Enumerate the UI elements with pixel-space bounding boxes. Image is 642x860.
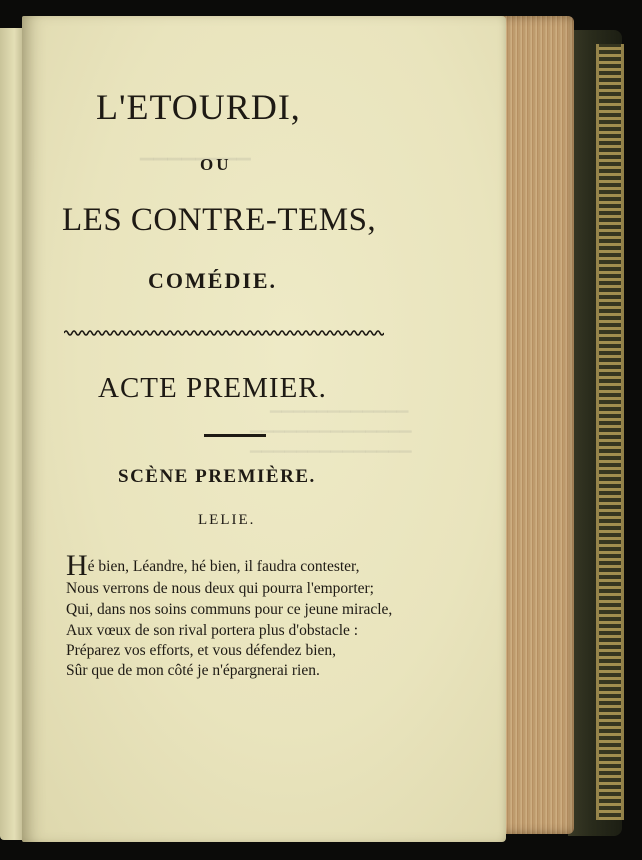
show-through-texture: ▁▁▁▁▁▁▁▁▁▁▁▁ bbox=[270, 397, 409, 413]
gilt-border bbox=[596, 44, 624, 820]
verse-line: Nous verrons de nous deux qui pourra l'emporter; bbox=[66, 580, 374, 597]
verse-line: Préparez vos efforts, et vous défendez bien, bbox=[66, 642, 337, 659]
title-connector: OU bbox=[200, 155, 232, 174]
show-through-texture: ▁▁▁▁▁▁▁▁ bbox=[140, 140, 251, 160]
play-subtitle: LES CONTRE-TEMS, bbox=[62, 202, 377, 238]
act-underline bbox=[204, 434, 266, 437]
play-title: L'ETOURDI, bbox=[96, 87, 301, 127]
play-genre: COMÉDIE. bbox=[148, 268, 278, 293]
scene-heading: SCÈNE PREMIÈRE. bbox=[118, 466, 316, 487]
verse-line: Qui, dans nos soins communs pour ce jeune miracle, bbox=[66, 601, 393, 618]
verse-line: Aux vœux de son rival portera plus d'obstacle : bbox=[66, 622, 359, 639]
verse-line: Sûr que de mon côté je n'épargnerai rien. bbox=[66, 662, 320, 679]
verse-line bbox=[66, 549, 426, 582]
ornamental-wavy-rule bbox=[64, 326, 384, 340]
show-through-texture: ▁▁▁▁▁▁▁▁▁▁▁▁▁▁ bbox=[250, 417, 412, 433]
page-fore-edge bbox=[494, 16, 574, 834]
drop-cap-letter: H bbox=[66, 549, 88, 582]
verse-text: é bien, Léandre, hé bien, il faudra contester, bbox=[87, 558, 360, 575]
act-heading: ACTE PREMIER. bbox=[98, 372, 327, 404]
show-through-texture: ▁▁▁▁▁▁▁▁▁▁▁▁▁▁ bbox=[250, 437, 412, 453]
speaker-name: LELIE. bbox=[198, 512, 256, 528]
